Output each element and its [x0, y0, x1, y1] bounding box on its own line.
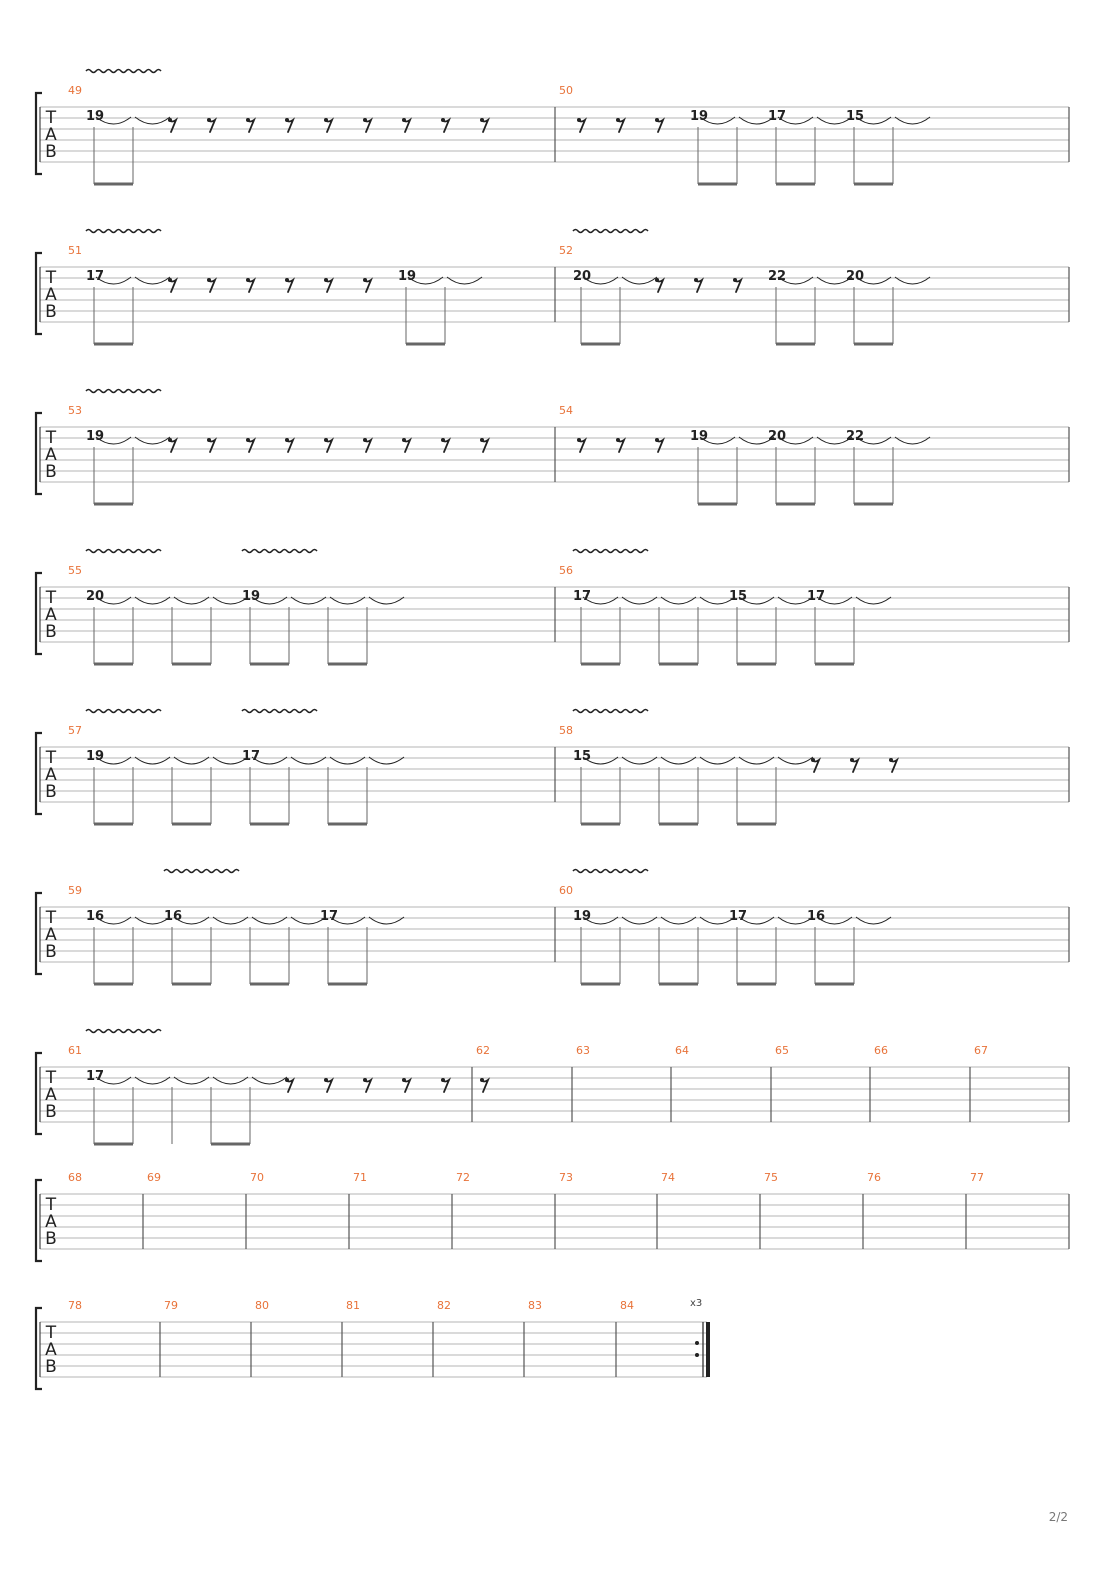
- measure-number: 55: [68, 564, 82, 577]
- eighth-rest-dot: [694, 278, 698, 282]
- fret-number: 20: [768, 429, 787, 444]
- eighth-rest-dot: [324, 118, 328, 122]
- measure-number: 53: [68, 404, 82, 417]
- tab-clef-a: A: [45, 605, 57, 625]
- measure-number: 58: [559, 724, 573, 737]
- eighth-rest-dot: [363, 118, 367, 122]
- vibrato-mark: [86, 710, 161, 713]
- vibrato-mark: [573, 870, 648, 873]
- vibrato-mark: [86, 1030, 161, 1033]
- tab-clef-t: T: [45, 908, 57, 928]
- fret-number: 15: [729, 589, 748, 604]
- eighth-rest-dot: [480, 118, 484, 122]
- eighth-rest-dot: [207, 278, 211, 282]
- measure-number: 50: [559, 84, 573, 97]
- measure-number: 66: [874, 1044, 888, 1057]
- fret-number: 17: [768, 109, 787, 124]
- measure-number: 80: [255, 1299, 269, 1312]
- measure-number: 76: [867, 1171, 881, 1184]
- eighth-rest-dot: [889, 758, 893, 762]
- vibrato-mark: [86, 550, 161, 553]
- vibrato-mark: [242, 550, 317, 553]
- eighth-rest-dot: [246, 278, 250, 282]
- fret-number: 20: [846, 269, 865, 284]
- eighth-rest-dot: [441, 1078, 445, 1082]
- measure-number: 60: [559, 884, 573, 897]
- tab-clef-a: A: [45, 765, 57, 785]
- fret-number: 19: [573, 909, 592, 924]
- tab-clef-t: T: [45, 1323, 57, 1343]
- vibrato-mark: [86, 70, 161, 73]
- tab-clef-b: B: [45, 1102, 57, 1122]
- tab-clef-t: T: [45, 1195, 57, 1215]
- eighth-rest-dot: [324, 278, 328, 282]
- measure-number: 69: [147, 1171, 161, 1184]
- measure-number: 63: [576, 1044, 590, 1057]
- eighth-rest-dot: [441, 118, 445, 122]
- fret-number: 15: [846, 109, 865, 124]
- measure-number: 78: [68, 1299, 82, 1312]
- tab-clef-a: A: [45, 1340, 57, 1360]
- eighth-rest-dot: [733, 278, 737, 282]
- fret-number: 22: [846, 429, 865, 444]
- eighth-rest-dot: [480, 1078, 484, 1082]
- eighth-rest-dot: [285, 1078, 289, 1082]
- measure-number: 56: [559, 564, 573, 577]
- repeat-count: x3: [690, 1298, 703, 1309]
- eighth-rest-dot: [324, 438, 328, 442]
- tab-clef-t: T: [45, 108, 57, 128]
- measure-number: 49: [68, 84, 82, 97]
- eighth-rest-dot: [616, 438, 620, 442]
- tab-clef-b: B: [45, 1357, 57, 1377]
- tab-clef-t: T: [45, 268, 57, 288]
- eighth-rest-dot: [324, 1078, 328, 1082]
- tab-clef-t: T: [45, 748, 57, 768]
- measure-number: 72: [456, 1171, 470, 1184]
- eighth-rest-dot: [246, 438, 250, 442]
- tab-clef-b: B: [45, 142, 57, 162]
- measure-number: 74: [661, 1171, 675, 1184]
- measure-number: 81: [346, 1299, 360, 1312]
- measure-number: 65: [775, 1044, 789, 1057]
- eighth-rest-dot: [655, 278, 659, 282]
- eighth-rest-dot: [285, 438, 289, 442]
- tab-clef-t: T: [45, 1068, 57, 1088]
- tab-clef-b: B: [45, 942, 57, 962]
- eighth-rest-dot: [655, 438, 659, 442]
- vibrato-mark: [86, 390, 161, 393]
- fret-number: 17: [729, 909, 748, 924]
- eighth-rest-dot: [363, 278, 367, 282]
- fret-number: 17: [86, 1069, 105, 1084]
- eighth-rest-dot: [402, 1078, 406, 1082]
- fret-number: 19: [242, 589, 261, 604]
- measure-number: 82: [437, 1299, 451, 1312]
- tab-clef-t: T: [45, 428, 57, 448]
- fret-number: 17: [807, 589, 826, 604]
- fret-number: 16: [807, 909, 826, 924]
- fret-number: 19: [398, 269, 417, 284]
- tab-clef-t: T: [45, 588, 57, 608]
- eighth-rest-dot: [402, 438, 406, 442]
- eighth-rest-dot: [285, 118, 289, 122]
- eighth-rest-dot: [402, 118, 406, 122]
- eighth-rest-dot: [168, 118, 172, 122]
- measure-number: 68: [68, 1171, 82, 1184]
- eighth-rest-dot: [363, 438, 367, 442]
- eighth-rest-dot: [168, 438, 172, 442]
- measure-number: 77: [970, 1171, 984, 1184]
- fret-number: 16: [164, 909, 183, 924]
- measure-number: 54: [559, 404, 573, 417]
- page-number: 2/2: [1048, 1510, 1068, 1524]
- fret-number: 17: [320, 909, 339, 924]
- fret-number: 20: [573, 269, 592, 284]
- measure-number: 71: [353, 1171, 367, 1184]
- fret-number: 19: [690, 429, 709, 444]
- measure-number: 84: [620, 1299, 634, 1312]
- measure-number: 51: [68, 244, 82, 257]
- measure-number: 73: [559, 1171, 573, 1184]
- measure-number: 57: [68, 724, 82, 737]
- eighth-rest-dot: [577, 438, 581, 442]
- measure-number: 83: [528, 1299, 542, 1312]
- fret-number: 16: [86, 909, 105, 924]
- vibrato-mark: [573, 550, 648, 553]
- tab-clef-a: A: [45, 445, 57, 465]
- eighth-rest-dot: [168, 278, 172, 282]
- eighth-rest-dot: [850, 758, 854, 762]
- fret-number: 19: [86, 749, 105, 764]
- tab-clef-b: B: [45, 1229, 57, 1249]
- tab-clef-b: B: [45, 462, 57, 482]
- vibrato-mark: [573, 710, 648, 713]
- tab-clef-b: B: [45, 782, 57, 802]
- fret-number: 19: [86, 429, 105, 444]
- measure-number: 70: [250, 1171, 264, 1184]
- tab-clef-a: A: [45, 1085, 57, 1105]
- measure-number: 67: [974, 1044, 988, 1057]
- eighth-rest-dot: [363, 1078, 367, 1082]
- measure-number: 59: [68, 884, 82, 897]
- eighth-rest-dot: [577, 118, 581, 122]
- eighth-rest-dot: [655, 118, 659, 122]
- vibrato-mark: [164, 870, 239, 873]
- vibrato-mark: [86, 230, 161, 233]
- tab-clef-a: A: [45, 1212, 57, 1232]
- fret-number: 17: [573, 589, 592, 604]
- tab-clef-b: B: [45, 302, 57, 322]
- fret-number: 22: [768, 269, 787, 284]
- tab-clef-b: B: [45, 622, 57, 642]
- vibrato-mark: [573, 230, 648, 233]
- eighth-rest-dot: [207, 438, 211, 442]
- fret-number: 17: [242, 749, 261, 764]
- eighth-rest-dot: [207, 118, 211, 122]
- eighth-rest-dot: [441, 438, 445, 442]
- fret-number: 19: [86, 109, 105, 124]
- tab-clef-a: A: [45, 925, 57, 945]
- measure-number: 79: [164, 1299, 178, 1312]
- measure-number: 75: [764, 1171, 778, 1184]
- measure-number: 64: [675, 1044, 689, 1057]
- vibrato-mark: [242, 710, 317, 713]
- eighth-rest-dot: [246, 118, 250, 122]
- measure-number: 52: [559, 244, 573, 257]
- eighth-rest-dot: [616, 118, 620, 122]
- fret-number: 19: [690, 109, 709, 124]
- fret-number: 15: [573, 749, 592, 764]
- measure-number: 61: [68, 1044, 82, 1057]
- repeat-dot-lower: [695, 1353, 699, 1357]
- eighth-rest-dot: [285, 278, 289, 282]
- eighth-rest-dot: [480, 438, 484, 442]
- tab-clef-a: A: [45, 125, 57, 145]
- tab-clef-a: A: [45, 285, 57, 305]
- eighth-rest-dot: [811, 758, 815, 762]
- fret-number: 17: [86, 269, 105, 284]
- fret-number: 20: [86, 589, 105, 604]
- measure-number: 62: [476, 1044, 490, 1057]
- repeat-dot-upper: [695, 1341, 699, 1345]
